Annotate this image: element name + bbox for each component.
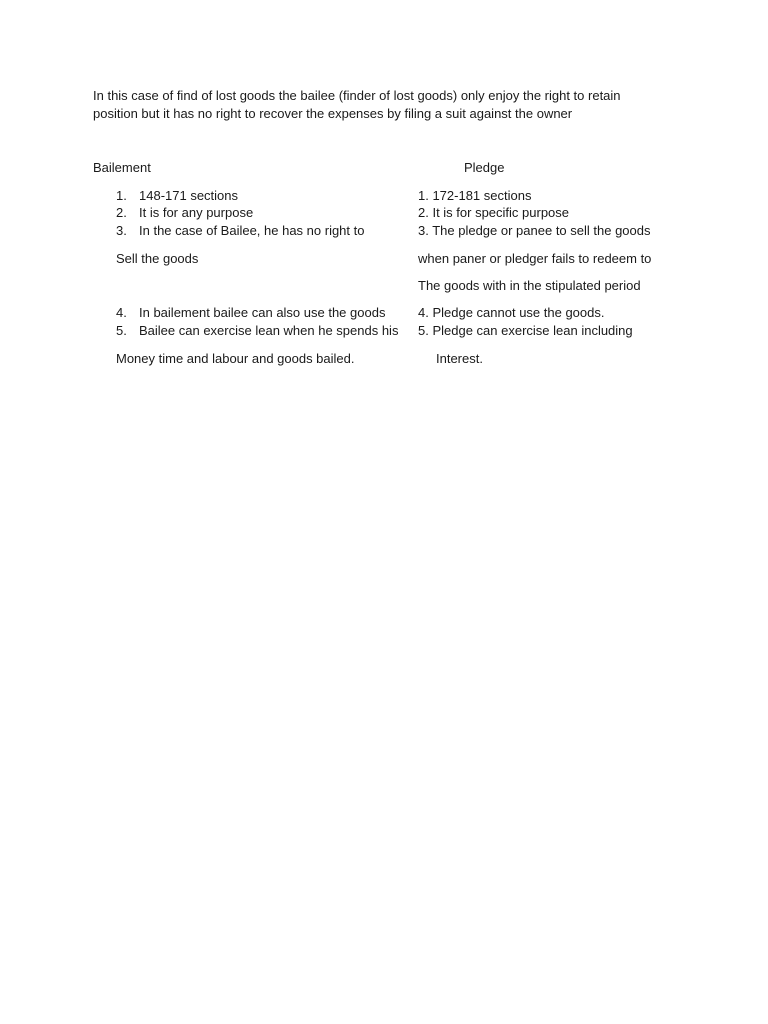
pledge-item: 5. Pledge can exercise lean including xyxy=(418,323,633,338)
bailement-item: In the case of Bailee, he has no right to xyxy=(139,223,365,238)
heading-bailement: Bailement xyxy=(93,160,151,175)
pledge-continuation: The goods with in the stipulated period xyxy=(418,278,641,293)
bailement-item-number: 2. xyxy=(116,205,127,220)
intro-line-1: In this case of find of lost goods the bailee (finder of lost goods) only enjoy the right to retain xyxy=(93,88,621,103)
pledge-item: 4. Pledge cannot use the goods. xyxy=(418,305,605,320)
pledge-item: 3. The pledge or panee to sell the goods xyxy=(418,223,651,238)
bailement-item-number: 4. xyxy=(116,305,127,320)
pledge-item: 1. 172-181 sections xyxy=(418,188,532,203)
intro-paragraph xyxy=(93,87,653,123)
pledge-continuation: when paner or pledger fails to redeem to xyxy=(418,251,652,266)
bailement-item-number: 5. xyxy=(116,323,127,338)
bailement-item-number: 1. xyxy=(116,188,127,203)
bailement-item: It is for any purpose xyxy=(139,205,254,220)
bailement-item-number: 3. xyxy=(116,223,127,238)
bailement-continuation: Sell the goods xyxy=(116,251,199,266)
bailement-item: In bailement bailee can also use the goods xyxy=(139,305,386,320)
bailement-continuation: Money time and labour and goods bailed. xyxy=(116,351,355,366)
bailement-item: Bailee can exercise lean when he spends his xyxy=(139,323,399,338)
heading-pledge: Pledge xyxy=(464,160,505,175)
pledge-continuation: Interest. xyxy=(436,351,483,366)
bailement-item: 148-171 sections xyxy=(139,188,239,203)
intro-line-2: position but it has no right to recover the expenses by filing a suit against the owner xyxy=(93,106,573,121)
pledge-item: 2. It is for specific purpose xyxy=(418,205,570,220)
